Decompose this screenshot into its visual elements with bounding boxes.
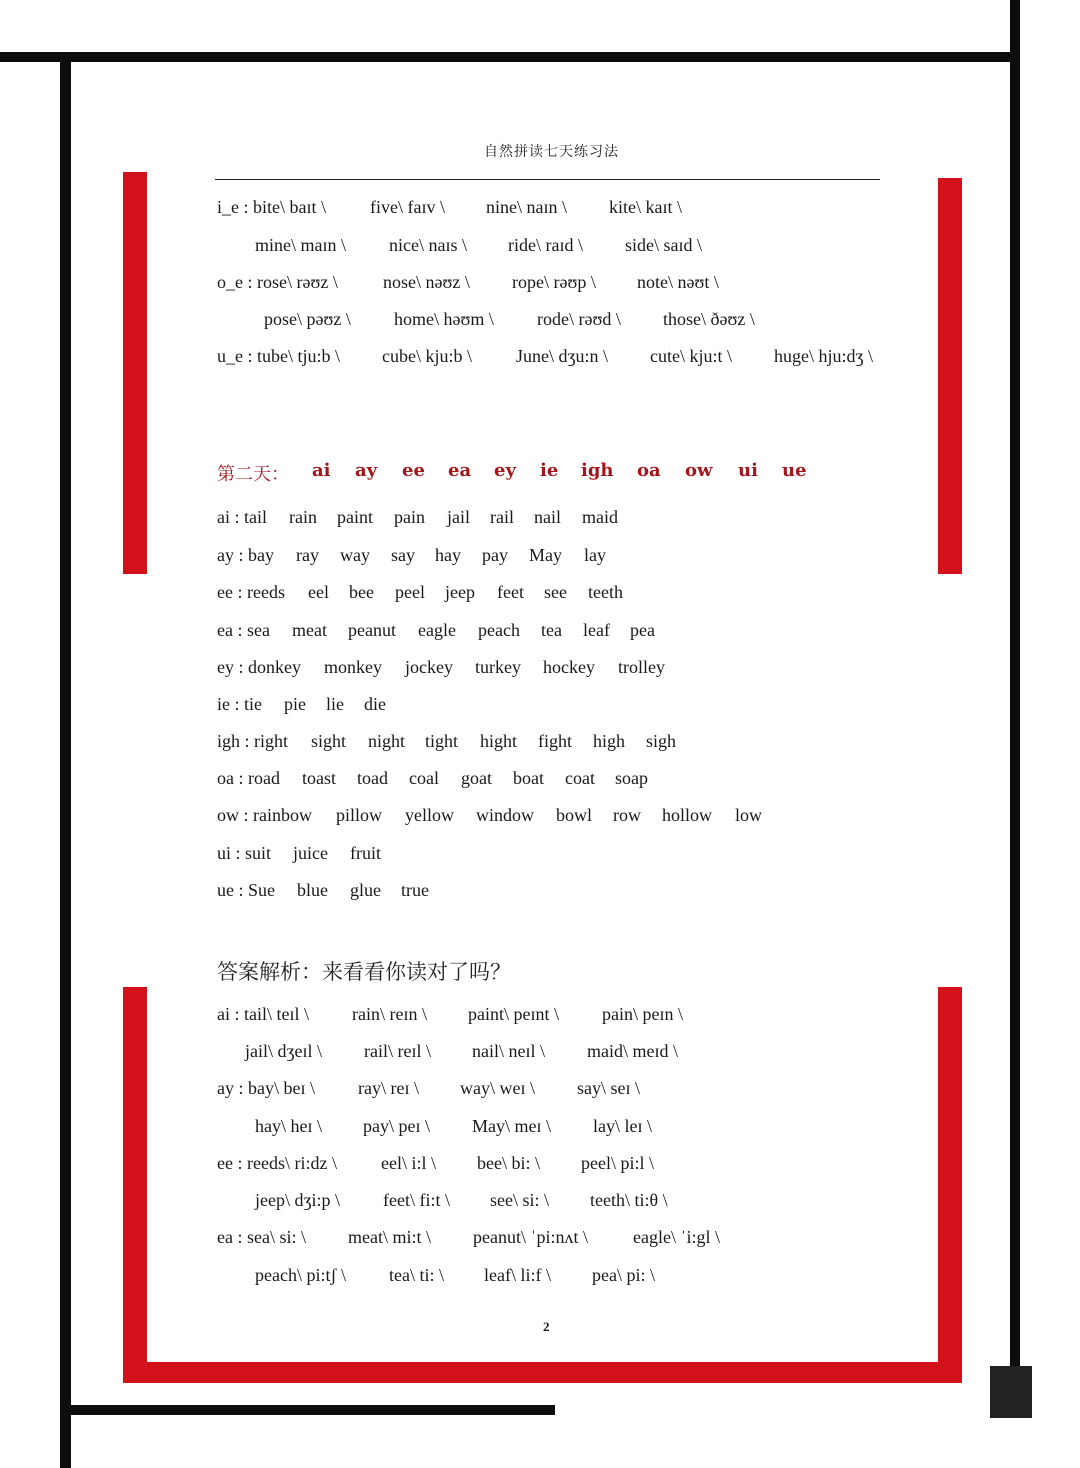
entry: nine\ naɪn \ <box>486 197 567 217</box>
entry: way <box>340 545 370 565</box>
entry: ie : tie <box>217 694 262 714</box>
entry: ea : sea\ si: \ <box>217 1227 306 1247</box>
entry: eel\ i:l \ <box>381 1153 436 1173</box>
entry: eel <box>308 582 329 602</box>
entry: ee : reeds <box>217 582 285 602</box>
pattern-label: ea <box>448 460 472 481</box>
text-row <box>0 805 1080 831</box>
entry: lay <box>584 545 606 565</box>
entry: bee\ bi: \ <box>477 1153 540 1173</box>
entry: pea <box>630 620 655 640</box>
entry: ay : bay\ beɪ \ <box>217 1078 315 1098</box>
entry: see <box>544 582 567 602</box>
entry: bowl <box>556 805 592 825</box>
text-row <box>0 843 1080 869</box>
entry: hockey <box>543 657 595 677</box>
entry: feet <box>497 582 524 602</box>
entry: way\ weɪ \ <box>460 1078 535 1098</box>
red-bar-bottom <box>123 1362 962 1383</box>
text-row <box>0 694 1080 720</box>
entry: ee : reeds\ ri:dz \ <box>217 1153 337 1173</box>
entry: five\ faɪv \ <box>370 197 445 217</box>
entry: jeep\ dʒi:p \ <box>255 1190 340 1210</box>
entry: pay\ peɪ \ <box>363 1116 430 1136</box>
entry: maid <box>582 507 618 527</box>
entry: peel\ pi:l \ <box>581 1153 654 1173</box>
text-row <box>0 1078 1080 1104</box>
entry: pain <box>394 507 425 527</box>
entry: ey : donkey <box>217 657 301 677</box>
entry: see\ si: \ <box>490 1190 549 1210</box>
entry: juice <box>293 843 328 863</box>
entry: meat <box>292 620 327 640</box>
text-row <box>0 1190 1080 1216</box>
entry: pay <box>482 545 508 565</box>
entry: mine\ maɪn \ <box>255 235 346 255</box>
entry: jail\ dʒeɪl \ <box>245 1041 322 1061</box>
entry: rode\ rəʊd \ <box>537 309 621 329</box>
frame-top-bar <box>0 52 1020 62</box>
pattern-label: igh <box>581 460 614 481</box>
entry: pain\ peɪn \ <box>602 1004 683 1024</box>
entry: blue <box>297 880 328 900</box>
text-row <box>0 768 1080 794</box>
entry: cute\ kju:t \ <box>650 346 732 366</box>
text-row <box>0 346 1080 372</box>
text-row <box>0 1153 1080 1179</box>
entry: ui : suit <box>217 843 272 863</box>
entry: night <box>368 731 406 751</box>
entry: lie <box>326 694 344 714</box>
entry: those\ ðəʊz \ <box>663 309 755 329</box>
corner-square <box>990 1366 1032 1418</box>
entry: lay\ leɪ \ <box>593 1116 652 1136</box>
entry: nail <box>534 507 561 527</box>
entry: fight <box>538 731 572 751</box>
text-row <box>0 545 1080 571</box>
text-row <box>0 1116 1080 1142</box>
entry: ai : tail\ teɪl \ <box>217 1004 309 1024</box>
entry: u_e : tube\ tju:b \ <box>217 346 340 366</box>
entry: boat <box>513 768 544 788</box>
entry: true <box>401 880 429 900</box>
entry: soap <box>615 768 648 788</box>
pattern-label: ow <box>685 460 713 481</box>
entry: hay\ heɪ \ <box>255 1116 322 1136</box>
text-row <box>0 272 1080 298</box>
entry: home\ həʊm \ <box>394 309 494 329</box>
entry: feet\ fi:t \ <box>383 1190 450 1210</box>
day2-heading <box>0 460 1080 492</box>
entry: fruit <box>350 843 381 863</box>
text-row <box>0 309 1080 335</box>
entry: rope\ rəʊp \ <box>512 272 596 292</box>
text-row <box>0 657 1080 683</box>
text-row <box>0 731 1080 757</box>
entry: ride\ raɪd \ <box>508 235 583 255</box>
entry: eagle <box>418 620 456 640</box>
entry: June\ dʒu:n \ <box>516 346 608 366</box>
entry: teeth\ ti:θ \ <box>590 1190 668 1210</box>
text-row <box>0 197 1080 223</box>
entry: ea : sea <box>217 620 270 640</box>
pattern-label: ue <box>782 460 807 481</box>
pattern-label: ui <box>738 460 758 481</box>
entry: say <box>391 545 415 565</box>
entry: sigh <box>646 731 677 751</box>
entry: jail <box>447 507 470 527</box>
entry: low <box>735 805 762 825</box>
entry: die <box>364 694 386 714</box>
entry: tight <box>425 731 459 751</box>
entry: side\ saɪd \ <box>625 235 702 255</box>
entry: pea\ pi: \ <box>592 1265 655 1285</box>
entry: eagle\ ˈi:gl \ <box>633 1227 720 1247</box>
pattern-label: ie <box>540 460 559 481</box>
entry: cube\ kju:b \ <box>382 346 472 366</box>
entry: huge\ hju:dʒ \ <box>774 346 873 366</box>
entry: row <box>613 805 641 825</box>
entry: sight <box>311 731 347 751</box>
entry: jockey <box>405 657 453 677</box>
entry: meat\ mi:t \ <box>348 1227 431 1247</box>
entry: kite\ kaɪt \ <box>609 197 682 217</box>
entry: leaf\ li:f \ <box>484 1265 551 1285</box>
entry: o_e : rose\ rəʊz \ <box>217 272 338 292</box>
entry: paint\ peɪnt \ <box>468 1004 559 1024</box>
entry: ray <box>296 545 319 565</box>
entry: pillow <box>336 805 383 825</box>
entry: peach <box>478 620 520 640</box>
entry: peanut\ ˈpi:nʌt \ <box>473 1227 588 1247</box>
entry: rail <box>490 507 514 527</box>
entry: ay : bay <box>217 545 274 565</box>
entry: hight <box>480 731 518 751</box>
pattern-label: ee <box>402 460 425 481</box>
entry: tea\ ti: \ <box>389 1265 444 1285</box>
entry: yellow <box>405 805 454 825</box>
entry: bee <box>349 582 374 602</box>
entry: nice\ naɪs \ <box>389 235 467 255</box>
text-row <box>0 620 1080 646</box>
day2-label: 第二天： <box>217 464 289 484</box>
entry: window <box>476 805 534 825</box>
entry: turkey <box>475 657 521 677</box>
pattern-label: ai <box>312 460 331 481</box>
entry: high <box>593 731 626 751</box>
entry: nose\ nəʊz \ <box>383 272 470 292</box>
entry: peanut <box>348 620 396 640</box>
entry: ow : rainbow <box>217 805 312 825</box>
entry: ue : Sue <box>217 880 275 900</box>
entry: pose\ pəʊz \ <box>264 309 351 329</box>
pattern-label: ey <box>494 460 516 481</box>
entry: jeep <box>445 582 475 602</box>
pattern-label: ay <box>355 460 378 481</box>
frame-bottom-bar <box>60 1405 555 1415</box>
entry: peach\ pi:tʃ \ <box>255 1265 346 1285</box>
header-rule <box>215 179 880 180</box>
entry: note\ nəʊt \ <box>637 272 719 292</box>
entry: leaf <box>583 620 610 640</box>
entry: teeth <box>588 582 623 602</box>
entry: say\ seɪ \ <box>577 1078 640 1098</box>
entry: ray\ reɪ \ <box>358 1078 419 1098</box>
entry: trolley <box>618 657 665 677</box>
text-row <box>0 1227 1080 1253</box>
entry: maid\ meɪd \ <box>587 1041 678 1061</box>
answers-title: 答案解析：来看看你读对了吗？ <box>217 960 511 984</box>
entry: coat <box>565 768 595 788</box>
text-row <box>0 1041 1080 1067</box>
entry: oa : road <box>217 768 280 788</box>
pattern-label: oa <box>637 460 661 481</box>
entry: hay <box>435 545 461 565</box>
entry: monkey <box>324 657 382 677</box>
entry: coal <box>409 768 439 788</box>
page-header: 自然拼读七天练习法 <box>484 145 619 160</box>
entry: i_e : bite\ baɪt \ <box>217 197 326 217</box>
entry: May\ meɪ \ <box>472 1116 551 1136</box>
text-row <box>0 880 1080 906</box>
entry: toast <box>302 768 336 788</box>
text-row <box>0 1265 1080 1291</box>
entry: peel <box>395 582 425 602</box>
entry: igh : right <box>217 731 288 751</box>
entry: hollow <box>662 805 713 825</box>
entry: rail\ reɪl \ <box>364 1041 431 1061</box>
text-row <box>0 507 1080 533</box>
entry: paint <box>337 507 373 527</box>
entry: toad <box>357 768 388 788</box>
entry: goat <box>461 768 492 788</box>
entry: rain <box>289 507 317 527</box>
entry: ai : tail <box>217 507 267 527</box>
text-row <box>0 1004 1080 1030</box>
entry: nail\ neɪl \ <box>472 1041 545 1061</box>
entry: May <box>529 545 562 565</box>
page-number: 2 <box>543 1319 550 1334</box>
text-row <box>0 582 1080 608</box>
text-row <box>0 235 1080 261</box>
entry: pie <box>284 694 306 714</box>
entry: tea <box>541 620 562 640</box>
entry: rain\ reɪn \ <box>352 1004 427 1024</box>
frame-left-bar <box>60 58 71 1468</box>
entry: glue <box>350 880 381 900</box>
